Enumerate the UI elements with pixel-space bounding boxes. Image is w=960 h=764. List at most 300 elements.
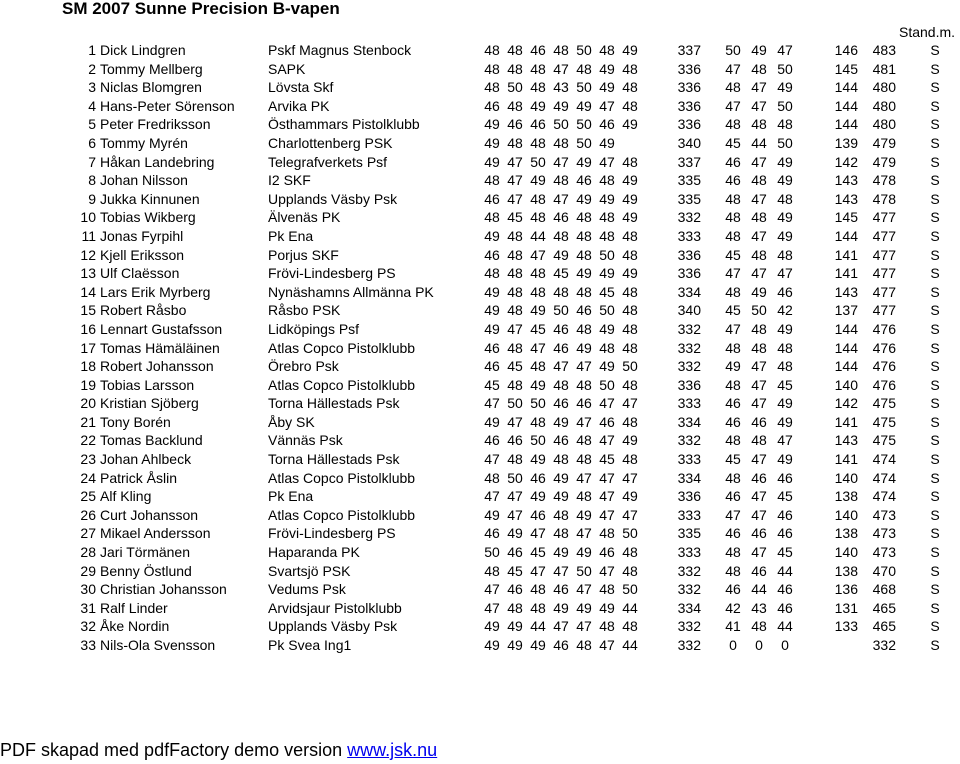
- grand-total: 480: [872, 116, 896, 133]
- standard-medal: S: [930, 562, 940, 579]
- shooter-name: Jukka Kinnunen: [100, 190, 200, 207]
- final-score: 44: [777, 618, 793, 635]
- standard-medal: S: [930, 451, 940, 468]
- final-total: 144: [834, 79, 858, 96]
- standard-medal: S: [930, 525, 940, 542]
- final-score: 47: [751, 265, 767, 282]
- final-score: 45: [777, 376, 793, 393]
- series-score: 49: [553, 97, 569, 114]
- final-score: 44: [751, 581, 767, 598]
- series-score: 47: [484, 488, 500, 505]
- standard-medal-column-header: Stand.m.: [899, 24, 956, 40]
- series-total: 334: [677, 283, 701, 300]
- series-score: 43: [553, 79, 569, 96]
- final-total: 144: [834, 227, 858, 244]
- final-score: 47: [725, 506, 741, 523]
- standard-medal: S: [930, 79, 940, 96]
- final-score: 46: [725, 525, 741, 542]
- rank: 8: [88, 172, 96, 189]
- series-score: 46: [576, 172, 592, 189]
- series-score: 47: [553, 358, 569, 375]
- result-row: [0, 190, 960, 209]
- result-row: [0, 283, 960, 302]
- series-score: 49: [484, 283, 500, 300]
- standard-medal: S: [930, 227, 940, 244]
- series-score: 49: [484, 302, 500, 319]
- final-score: 49: [725, 358, 741, 375]
- series-score: 46: [507, 432, 523, 449]
- series-score: 48: [507, 451, 523, 468]
- series-total: 336: [677, 246, 701, 263]
- series-score: 47: [484, 599, 500, 616]
- final-score: 48: [777, 190, 793, 207]
- result-row: [0, 97, 960, 116]
- rank: 11: [81, 227, 96, 244]
- grand-total: 475: [872, 432, 896, 449]
- shooter-name: Patrick Åslin: [100, 469, 178, 486]
- series-total: 334: [677, 413, 701, 430]
- series-total: 332: [677, 358, 701, 375]
- series-score: 47: [599, 395, 615, 412]
- final-score: 47: [777, 42, 793, 58]
- club-name: Upplands Väsby Psk: [268, 190, 398, 207]
- standard-medal: S: [930, 42, 940, 58]
- series-score: 48: [599, 172, 615, 189]
- rank: 19: [80, 376, 96, 393]
- series-score: 48: [484, 79, 500, 96]
- series-score: 48: [530, 265, 546, 282]
- series-score: 49: [599, 358, 615, 375]
- series-score: 50: [507, 395, 523, 412]
- final-score: 47: [751, 79, 767, 96]
- club-name: Arvidsjaur Pistolklubb: [268, 599, 402, 616]
- standard-medal: S: [930, 581, 940, 598]
- final-score: 49: [777, 320, 793, 337]
- series-score: 46: [507, 581, 523, 598]
- series-score: 49: [599, 320, 615, 337]
- final-score: 45: [725, 302, 741, 319]
- shooter-name: Tommy Mellberg: [100, 60, 203, 77]
- series-score: 48: [484, 469, 500, 486]
- rank: 14: [80, 283, 96, 300]
- series-score: 48: [553, 525, 569, 542]
- standard-medal: S: [930, 469, 940, 486]
- final-score: 48: [725, 283, 741, 300]
- result-row: [0, 562, 960, 581]
- series-score: 48: [507, 302, 523, 319]
- shooter-name: Ulf Claësson: [100, 265, 180, 282]
- final-total: 142: [834, 395, 858, 412]
- final-total: 131: [834, 599, 858, 616]
- series-score: 48: [530, 599, 546, 616]
- final-score: 48: [725, 562, 741, 579]
- series-total: 336: [677, 376, 701, 393]
- final-total: 146: [834, 42, 858, 58]
- series-score: 46: [599, 116, 615, 133]
- final-score: 47: [751, 488, 767, 505]
- result-row: [0, 41, 960, 60]
- series-score: 47: [530, 562, 546, 579]
- series-score: 49: [599, 265, 615, 282]
- club-name: Torna Hällestads Psk: [268, 395, 400, 412]
- standard-medal: S: [930, 599, 940, 616]
- series-score: 45: [507, 209, 523, 226]
- standard-medal: S: [930, 339, 940, 356]
- final-score: 46: [725, 488, 741, 505]
- rank: 12: [80, 246, 96, 263]
- series-score: 47: [553, 190, 569, 207]
- series-score: 48: [622, 339, 638, 356]
- result-row: [0, 469, 960, 488]
- series-score: 47: [530, 339, 546, 356]
- series-score: 50: [507, 79, 523, 96]
- final-score: 44: [751, 134, 767, 151]
- series-score: 49: [507, 637, 523, 653]
- result-row: [0, 171, 960, 190]
- series-score: 50: [576, 134, 592, 151]
- series-score: 49: [599, 599, 615, 616]
- series-score: 47: [599, 432, 615, 449]
- rank: 20: [80, 395, 96, 412]
- final-total: 143: [834, 190, 858, 207]
- series-score: 48: [576, 283, 592, 300]
- final-total: 140: [834, 376, 858, 393]
- series-score: 49: [576, 599, 592, 616]
- series-score: 48: [599, 525, 615, 542]
- series-score: 48: [576, 227, 592, 244]
- result-row: [0, 580, 960, 599]
- rank: 22: [80, 432, 96, 449]
- final-score: 47: [751, 190, 767, 207]
- grand-total: 474: [872, 469, 896, 486]
- series-total: 335: [677, 172, 701, 189]
- series-score: 47: [530, 246, 546, 263]
- series-score: 49: [507, 525, 523, 542]
- final-score: 47: [751, 358, 767, 375]
- series-score: 45: [530, 544, 546, 561]
- series-score: 48: [530, 581, 546, 598]
- series-score: 47: [622, 469, 638, 486]
- series-score: 48: [484, 265, 500, 282]
- series-score: 48: [576, 320, 592, 337]
- grand-total: 481: [872, 60, 896, 77]
- standard-medal: S: [930, 190, 940, 207]
- series-score: 46: [553, 637, 569, 653]
- grand-total: 483: [872, 42, 896, 58]
- club-name: Örebro Psk: [268, 358, 339, 375]
- standard-medal: S: [930, 432, 940, 449]
- grand-total: 476: [872, 320, 896, 337]
- series-score: 47: [507, 413, 523, 430]
- series-total: 332: [677, 339, 701, 356]
- shooter-name: Lennart Gustafsson: [100, 320, 223, 337]
- series-score: 50: [599, 246, 615, 263]
- final-total: 144: [834, 116, 858, 133]
- series-total: 337: [677, 153, 701, 170]
- grand-total: 479: [872, 153, 896, 170]
- series-score: 45: [599, 283, 615, 300]
- series-score: 48: [530, 79, 546, 96]
- series-score: 47: [576, 525, 592, 542]
- series-score: 48: [622, 79, 638, 96]
- series-score: 50: [530, 432, 546, 449]
- final-score: 47: [751, 153, 767, 170]
- grand-total: 477: [872, 209, 896, 226]
- final-score: 44: [777, 562, 793, 579]
- final-score: 49: [777, 227, 793, 244]
- rank: 25: [80, 488, 96, 505]
- final-score: 47: [751, 506, 767, 523]
- series-score: 47: [553, 60, 569, 77]
- series-score: 46: [553, 395, 569, 412]
- series-score: 50: [484, 544, 500, 561]
- series-score: 45: [484, 376, 500, 393]
- series-score: 46: [553, 339, 569, 356]
- final-total: 141: [834, 451, 858, 468]
- series-score: 49: [553, 488, 569, 505]
- shooter-name: Johan Ahlbeck: [100, 451, 192, 468]
- final-score: 49: [777, 79, 793, 96]
- final-score: 49: [751, 283, 767, 300]
- series-score: 48: [599, 618, 615, 635]
- final-score: 49: [777, 153, 793, 170]
- series-score: 48: [622, 413, 638, 430]
- shooter-name: Dick Lindgren: [100, 42, 186, 58]
- footer-link[interactable]: www.jsk.nu: [347, 740, 438, 760]
- series-score: 48: [622, 562, 638, 579]
- standard-medal: S: [930, 153, 940, 170]
- final-score: 50: [751, 302, 767, 319]
- rank: 29: [80, 562, 96, 579]
- page-title: SM 2007 Sunne Precision B-vapen: [62, 0, 340, 18]
- shooter-name: Håkan Landebring: [100, 153, 215, 170]
- final-score: 48: [751, 209, 767, 226]
- series-score: 48: [507, 42, 523, 58]
- series-score: 48: [553, 227, 569, 244]
- grand-total: 465: [872, 618, 896, 635]
- standard-medal: S: [930, 265, 940, 282]
- final-score: 46: [777, 283, 793, 300]
- series-score: 48: [599, 227, 615, 244]
- series-score: 48: [576, 451, 592, 468]
- grand-total: 473: [872, 544, 896, 561]
- club-name: Älvenäs PK: [268, 209, 341, 226]
- final-score: 48: [751, 246, 767, 263]
- final-score: 47: [751, 376, 767, 393]
- series-score: 50: [530, 395, 546, 412]
- result-row: [0, 208, 960, 227]
- final-score: 49: [777, 209, 793, 226]
- result-row: [0, 413, 960, 432]
- result-row: [0, 339, 960, 358]
- final-score: 48: [725, 209, 741, 226]
- shooter-name: Tomas Hämäläinen: [100, 339, 220, 356]
- standard-medal: S: [930, 320, 940, 337]
- final-score: 47: [725, 265, 741, 282]
- final-score: 46: [751, 469, 767, 486]
- series-score: 46: [507, 544, 523, 561]
- final-score: 45: [777, 544, 793, 561]
- series-score: 49: [553, 246, 569, 263]
- final-score: 46: [725, 172, 741, 189]
- series-score: 48: [576, 60, 592, 77]
- series-score: 48: [553, 451, 569, 468]
- final-score: 45: [777, 488, 793, 505]
- series-score: 50: [530, 153, 546, 170]
- series-score: 46: [484, 358, 500, 375]
- series-score: 48: [622, 376, 638, 393]
- standard-medal: S: [930, 283, 940, 300]
- final-score: 48: [751, 320, 767, 337]
- final-score: 46: [777, 581, 793, 598]
- final-total: 143: [834, 283, 858, 300]
- series-total: 335: [677, 190, 701, 207]
- final-score: 47: [725, 60, 741, 77]
- club-name: Vedums Psk: [268, 581, 346, 598]
- final-score: 48: [777, 339, 793, 356]
- final-score: 46: [751, 413, 767, 430]
- club-name: Pskf Magnus Stenbock: [268, 42, 412, 58]
- series-score: 48: [530, 209, 546, 226]
- final-total: 144: [834, 97, 858, 114]
- series-total: 340: [677, 302, 701, 319]
- result-row: [0, 264, 960, 283]
- club-name: I2 SKF: [268, 172, 311, 189]
- standard-medal: S: [930, 97, 940, 114]
- series-score: 47: [484, 395, 500, 412]
- series-score: 50: [576, 42, 592, 58]
- club-name: Vännäs Psk: [268, 432, 343, 449]
- series-score: 44: [622, 599, 638, 616]
- series-score: 48: [553, 172, 569, 189]
- rank: 9: [88, 190, 96, 207]
- series-score: 49: [622, 116, 638, 133]
- series-score: 49: [576, 544, 592, 561]
- series-score: 48: [599, 581, 615, 598]
- shooter-name: Tommy Myrén: [100, 134, 188, 151]
- series-score: 47: [484, 581, 500, 598]
- series-score: 49: [530, 488, 546, 505]
- series-score: 46: [484, 190, 500, 207]
- final-score: 48: [777, 116, 793, 133]
- final-score: 48: [725, 376, 741, 393]
- series-total: 333: [677, 395, 701, 412]
- standard-medal: S: [930, 116, 940, 133]
- final-score: 47: [751, 97, 767, 114]
- series-score: 49: [530, 451, 546, 468]
- series-score: 46: [553, 320, 569, 337]
- shooter-name: Alf Kling: [100, 488, 152, 505]
- final-score: 48: [777, 246, 793, 263]
- series-score: 48: [622, 451, 638, 468]
- series-score: 48: [507, 376, 523, 393]
- series-score: 49: [622, 488, 638, 505]
- club-name: Pk Ena: [268, 488, 314, 505]
- standard-medal: S: [930, 376, 940, 393]
- series-score: 46: [484, 246, 500, 263]
- series-total: 332: [677, 637, 701, 653]
- series-score: 45: [599, 451, 615, 468]
- standard-medal: S: [930, 618, 940, 635]
- final-score: 0: [755, 637, 763, 653]
- final-score: 46: [777, 525, 793, 542]
- final-score: 46: [777, 506, 793, 523]
- series-total: 334: [677, 469, 701, 486]
- series-total: 332: [677, 209, 701, 226]
- result-row: [0, 60, 960, 79]
- rank: 33: [80, 637, 96, 653]
- rank: 16: [80, 320, 96, 337]
- club-name: Atlas Copco Pistolklubb: [268, 469, 416, 486]
- shooter-name: Tobias Larsson: [100, 376, 195, 393]
- final-score: 45: [725, 246, 741, 263]
- series-score: 45: [507, 358, 523, 375]
- rank: 5: [88, 116, 96, 133]
- final-score: 46: [725, 153, 741, 170]
- final-score: 46: [751, 525, 767, 542]
- result-row: [0, 617, 960, 636]
- club-name: Svartsjö PSK: [268, 562, 351, 579]
- series-score: 45: [553, 265, 569, 282]
- shooter-name: Åke Nordin: [100, 618, 170, 635]
- series-score: 49: [622, 432, 638, 449]
- rank: 32: [80, 618, 96, 635]
- club-name: Atlas Copco Pistolklubb: [268, 506, 416, 523]
- series-score: 47: [599, 637, 615, 653]
- standard-medal: S: [930, 413, 940, 430]
- grand-total: 470: [872, 562, 896, 579]
- grand-total: 475: [872, 413, 896, 430]
- series-total: 334: [677, 599, 701, 616]
- final-score: 47: [751, 544, 767, 561]
- series-score: 46: [553, 432, 569, 449]
- final-score: 45: [725, 451, 741, 468]
- standard-medal: S: [930, 246, 940, 263]
- series-score: 48: [507, 283, 523, 300]
- result-row: [0, 376, 960, 395]
- series-score: 49: [553, 599, 569, 616]
- series-score: 49: [530, 637, 546, 653]
- series-score: 48: [576, 246, 592, 263]
- series-score: 48: [507, 134, 523, 151]
- club-name: Frövi-Lindesberg PS: [268, 525, 396, 542]
- shooter-name: Robert Råsbo: [100, 302, 187, 319]
- standard-medal: S: [930, 302, 940, 319]
- series-score: 49: [622, 42, 638, 58]
- final-score: 48: [725, 339, 741, 356]
- series-score: 50: [576, 79, 592, 96]
- standard-medal: S: [930, 506, 940, 523]
- final-score: 42: [777, 302, 793, 319]
- final-score: 48: [777, 358, 793, 375]
- grand-total: 480: [872, 97, 896, 114]
- series-score: 49: [484, 506, 500, 523]
- series-score: 50: [599, 376, 615, 393]
- shooter-name: Jonas Fyrpihl: [100, 227, 184, 244]
- shooter-name: Peter Fredriksson: [100, 116, 211, 133]
- series-score: 49: [553, 413, 569, 430]
- rank: 28: [80, 544, 96, 561]
- series-score: 48: [622, 153, 638, 170]
- club-name: Haparanda PK: [268, 544, 360, 561]
- club-name: SAPK: [268, 60, 306, 77]
- final-score: 47: [777, 265, 793, 282]
- final-total: 144: [834, 358, 858, 375]
- rank: 23: [80, 451, 96, 468]
- series-total: 332: [677, 581, 701, 598]
- club-name: Charlottenberg PSK: [268, 134, 393, 151]
- final-total: 141: [834, 246, 858, 263]
